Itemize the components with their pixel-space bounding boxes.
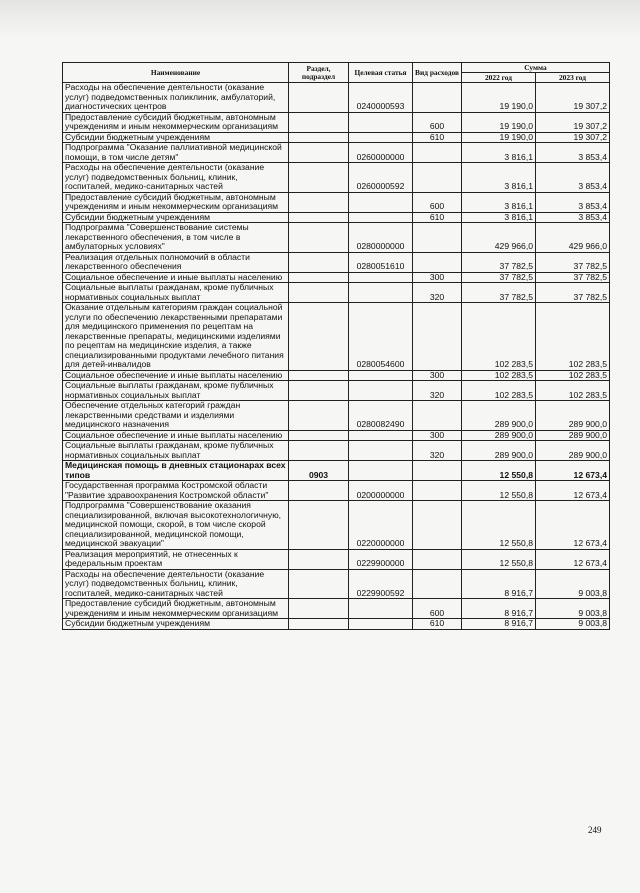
cell-section [289,272,349,283]
cell-name: Расходы на обеспечение деятельности (оказание услуг) подведомственных больниц, клиник, госпиталей, медико-санитарных частей [63,163,289,193]
cell-type: 600 [413,599,462,619]
cell-target: 0229900000 [349,549,413,569]
table-row [63,619,610,630]
header-section: Раздел, подраздел [289,63,349,83]
cell-name: Субсидии бюджетным учреждениям [63,619,289,630]
cell-target: 0280082490 [349,401,413,431]
cell-type: 320 [413,381,462,401]
cell-name: Субсидии бюджетным учреждениям [63,132,289,143]
cell-sum-2022: 37 782,5 [462,283,536,303]
table-row [63,83,610,113]
table-row [63,272,610,283]
cell-target [349,381,413,401]
budget-table [62,62,610,630]
header-target: Целевая статья [349,63,413,83]
cell-target [349,192,413,212]
cell-sum-2022: 19 190,0 [462,83,536,113]
page-number: 249 [588,825,602,835]
cell-name: Предоставление субсидий бюджетным, автономным учреждениям и иным некоммерческим организациям [63,112,289,132]
cell-sum-2022: 429 966,0 [462,223,536,253]
cell-section [289,132,349,143]
cell-sum-2023: 102 283,5 [536,381,610,401]
cell-target: 0260000592 [349,163,413,193]
cell-sum-2022: 19 190,0 [462,112,536,132]
cell-sum-2023: 19 307,2 [536,132,610,143]
cell-sum-2023: 102 283,5 [536,370,610,381]
cell-target [349,112,413,132]
cell-sum-2023: 289 900,0 [536,430,610,441]
table-row [63,569,610,599]
cell-section [289,619,349,630]
cell-target [349,283,413,303]
header-year-2022: 2022 год [462,73,536,83]
cell-type [413,83,462,113]
table-row [63,192,610,212]
cell-sum-2022: 289 900,0 [462,401,536,431]
table-body [63,83,610,630]
cell-target [349,272,413,283]
cell-type: 610 [413,212,462,223]
cell-section [289,303,349,371]
cell-target [349,212,413,223]
cell-sum-2022: 102 283,5 [462,381,536,401]
cell-name: Оказание отдельным категориям граждан социальной услуги по обеспечению лекарственными препаратами для медицинского применения по рецептам на лекарственные препараты, медицинскими изделиями по рецептам на медицинские изделия, а также специализированными продуктами лечебного питания для детей-инвалидов [63,303,289,371]
cell-sum-2022: 12 550,8 [462,501,536,550]
cell-type [413,461,462,481]
cell-sum-2022: 289 900,0 [462,441,536,461]
cell-sum-2022: 37 782,5 [462,272,536,283]
cell-type: 610 [413,619,462,630]
cell-sum-2022: 3 816,1 [462,212,536,223]
table-row [63,370,610,381]
cell-type [413,252,462,272]
cell-section [289,112,349,132]
table-row [63,381,610,401]
cell-name: Подпрограмма "Совершенствование оказания специализированной, включая высокотехнологичную, медицинской помощи, скорой, в том числе скорой специализированной, медицинской помощи, медицинской эвакуации" [63,501,289,550]
cell-sum-2023: 9 003,8 [536,619,610,630]
header-type: Вид расходов [413,63,462,83]
table-row [63,112,610,132]
cell-type [413,569,462,599]
cell-type: 600 [413,112,462,132]
cell-sum-2022: 102 283,5 [462,303,536,371]
table-row [63,303,610,371]
cell-sum-2022: 3 816,1 [462,163,536,193]
cell-target [349,430,413,441]
cell-section [289,381,349,401]
cell-target: 0280000000 [349,223,413,253]
cell-sum-2023: 289 900,0 [536,401,610,431]
table-row [63,283,610,303]
cell-section [289,143,349,163]
cell-sum-2023: 12 673,4 [536,461,610,481]
cell-type [413,501,462,550]
scan-shadow [0,0,640,38]
cell-name: Социальные выплаты гражданам, кроме публичных нормативных социальных выплат [63,441,289,461]
cell-target [349,441,413,461]
cell-name: Социальное обеспечение и иные выплаты населению [63,370,289,381]
cell-sum-2023: 9 003,8 [536,599,610,619]
table-row [63,252,610,272]
header-name: Наименование [63,63,289,83]
cell-sum-2023: 9 003,8 [536,569,610,599]
cell-sum-2022: 8 916,7 [462,619,536,630]
cell-sum-2022: 102 283,5 [462,370,536,381]
cell-type [413,163,462,193]
cell-sum-2022: 12 550,8 [462,461,536,481]
table-row [63,132,610,143]
cell-sum-2023: 12 673,4 [536,549,610,569]
cell-sum-2022: 12 550,8 [462,549,536,569]
cell-sum-2022: 19 190,0 [462,132,536,143]
cell-name: Социальное обеспечение и иные выплаты населению [63,272,289,283]
table-row [63,481,610,501]
cell-name: Подпрограмма "Оказание паллиативной медицинской помощи, в том числе детям" [63,143,289,163]
cell-name: Расходы на обеспечение деятельности (оказание услуг) подведомственных поликлиник, амбулаторий, диагностических центров [63,83,289,113]
cell-name: Реализация мероприятий, не отнесенных к федеральным проектам [63,549,289,569]
cell-sum-2022: 8 916,7 [462,569,536,599]
cell-target [349,619,413,630]
cell-section: 0903 [289,461,349,481]
cell-sum-2023: 19 307,2 [536,83,610,113]
cell-type: 300 [413,272,462,283]
cell-type: 320 [413,441,462,461]
cell-section [289,223,349,253]
table-row [63,501,610,550]
cell-name: Социальные выплаты гражданам, кроме публичных нормативных социальных выплат [63,381,289,401]
cell-target [349,370,413,381]
cell-type [413,401,462,431]
cell-name: Субсидии бюджетным учреждениям [63,212,289,223]
table-row [63,163,610,193]
cell-sum-2023: 3 853,4 [536,192,610,212]
cell-section [289,569,349,599]
cell-section [289,283,349,303]
cell-target: 0260000000 [349,143,413,163]
cell-type: 320 [413,283,462,303]
cell-name: Социальное обеспечение и иные выплаты населению [63,430,289,441]
cell-sum-2022: 12 550,8 [462,481,536,501]
cell-section [289,599,349,619]
cell-sum-2023: 3 853,4 [536,143,610,163]
table-row [63,143,610,163]
header-year-2023: 2023 год [536,73,610,83]
cell-type [413,143,462,163]
cell-name: Предоставление субсидий бюджетным, автономным учреждениям и иным некоммерческим организациям [63,599,289,619]
table-row [63,441,610,461]
cell-section [289,83,349,113]
table-row [63,401,610,431]
header-sum: Сумма [462,63,610,73]
table-row [63,223,610,253]
cell-section [289,430,349,441]
cell-target [349,599,413,619]
cell-target: 0280051610 [349,252,413,272]
table-row [63,461,610,481]
cell-target: 0240000593 [349,83,413,113]
cell-sum-2023: 19 307,2 [536,112,610,132]
cell-sum-2023: 3 853,4 [536,212,610,223]
cell-target [349,132,413,143]
cell-target [349,461,413,481]
cell-section [289,163,349,193]
cell-sum-2023: 12 673,4 [536,501,610,550]
cell-name: Реализация отдельных полномочий в области лекарственного обеспечения [63,252,289,272]
cell-section [289,481,349,501]
cell-sum-2023: 37 782,5 [536,252,610,272]
cell-section [289,252,349,272]
cell-section [289,549,349,569]
cell-sum-2023: 3 853,4 [536,163,610,193]
cell-name: Социальные выплаты гражданам, кроме публичных нормативных социальных выплат [63,283,289,303]
cell-name: Государственная программа Костромской области "Развитие здравоохранения Костромской области" [63,481,289,501]
cell-type [413,481,462,501]
cell-sum-2023: 102 283,5 [536,303,610,371]
cell-sum-2023: 289 900,0 [536,441,610,461]
cell-name: Медицинская помощь в дневных стационарах всех типов [63,461,289,481]
cell-name: Обеспечение отдельных категорий граждан лекарственными средствами и изделиями медицинского назначения [63,401,289,431]
cell-target: 0220000000 [349,501,413,550]
cell-type [413,223,462,253]
cell-name: Расходы на обеспечение деятельности (оказание услуг) подведомственных больниц, клиник, госпиталей, медико-санитарных частей [63,569,289,599]
cell-section [289,441,349,461]
cell-section [289,212,349,223]
cell-section [289,370,349,381]
cell-section [289,401,349,431]
cell-name: Подпрограмма "Совершенствование системы лекарственного обеспечения, в том числе в амбулаторных условиях" [63,223,289,253]
cell-type: 600 [413,192,462,212]
cell-type: 300 [413,430,462,441]
cell-sum-2023: 37 782,5 [536,283,610,303]
cell-type [413,303,462,371]
cell-sum-2022: 37 782,5 [462,252,536,272]
table-row [63,212,610,223]
table-row [63,430,610,441]
cell-target: 0280054600 [349,303,413,371]
cell-sum-2022: 8 916,7 [462,599,536,619]
cell-type [413,549,462,569]
cell-sum-2022: 289 900,0 [462,430,536,441]
table-row [63,549,610,569]
cell-name: Предоставление субсидий бюджетным, автономным учреждениям и иным некоммерческим организациям [63,192,289,212]
cell-target: 0200000000 [349,481,413,501]
cell-sum-2022: 3 816,1 [462,143,536,163]
cell-sum-2022: 3 816,1 [462,192,536,212]
cell-type: 300 [413,370,462,381]
cell-section [289,501,349,550]
cell-sum-2023: 12 673,4 [536,481,610,501]
cell-section [289,192,349,212]
cell-sum-2023: 37 782,5 [536,272,610,283]
cell-target: 0229900592 [349,569,413,599]
cell-sum-2023: 429 966,0 [536,223,610,253]
table-row [63,599,610,619]
cell-type: 610 [413,132,462,143]
